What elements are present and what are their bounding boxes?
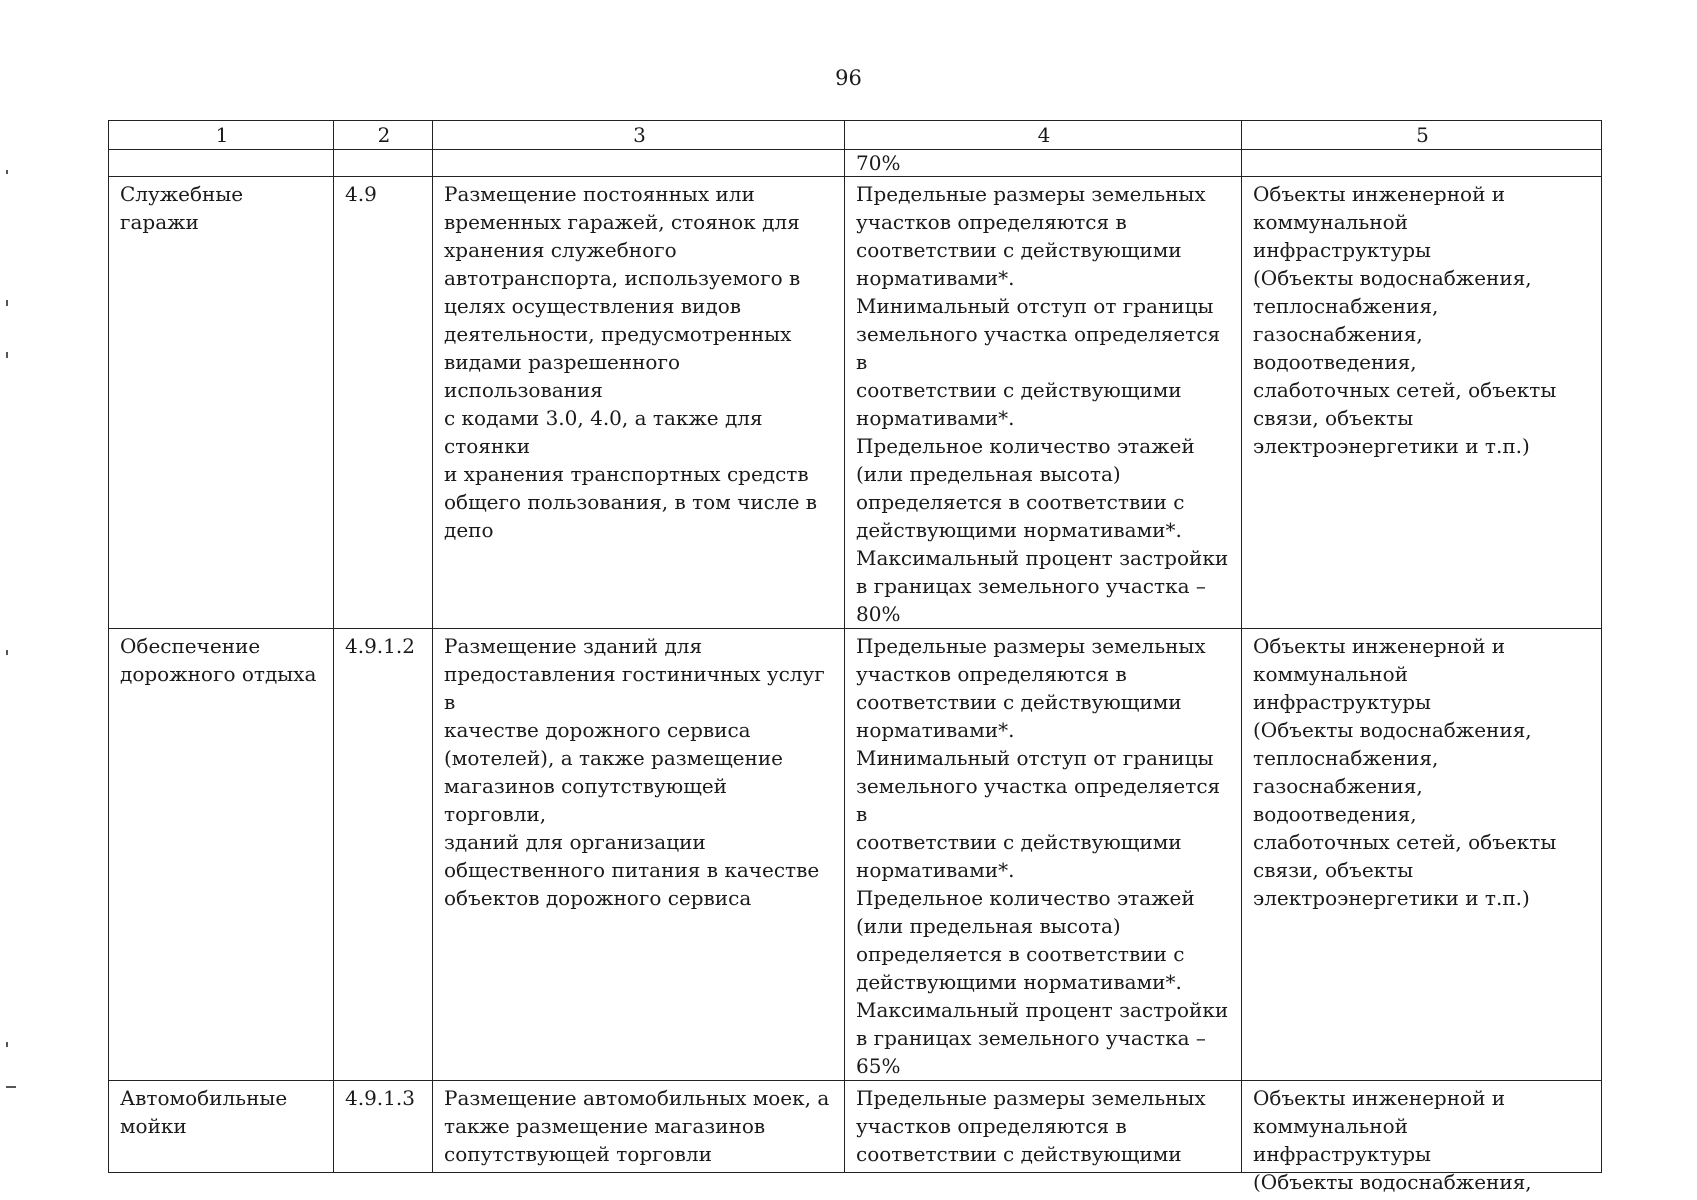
continuation-cell-2 <box>334 150 433 177</box>
use-parameters-cell <box>845 1081 1242 1173</box>
scan-edge-mark <box>6 352 8 358</box>
column-header-4: 4 <box>845 121 1242 150</box>
use-description-cell <box>433 1081 845 1173</box>
scan-edge-mark <box>6 650 8 655</box>
use-code: 4.9.1.2 <box>334 629 433 1081</box>
use-code: 4.9.1.3 <box>345 1086 415 1110</box>
column-header-2: 2 <box>334 121 433 150</box>
column-header-5: 5 <box>1242 121 1602 150</box>
use-code-cell <box>334 1081 433 1173</box>
use-auxiliary: Объекты инженерной и коммунальной инфраструктуры (Объекты водоснабжения, теплоснабжения, газоснабжения, водоотведения, слаботочных сетей, объекты связи, объекты электроэнергетики и т.п.) <box>1242 177 1602 629</box>
scan-edge-mark <box>6 1086 16 1088</box>
scan-edge-mark <box>6 170 8 174</box>
use-parameters: Предельные размеры земельных участков определяются в соответствии с действующими нормативами*. Минимальный отступ от границы земельного участка определяется в соответствии с действующими нормативами*. Предельное количество этажей (или предельная высота) определяется в соответствии с действующими нормативами*. Максимальный процент застройки в границах земельного участка – 65% <box>845 629 1242 1081</box>
use-code: 4.9 <box>334 177 433 629</box>
table-row <box>109 629 1602 1081</box>
use-name: Служебные гаражи <box>109 177 334 629</box>
land-use-table <box>108 120 1602 1194</box>
continuation-cell-4: 70% <box>845 150 1242 177</box>
continuation-row <box>109 150 1602 177</box>
continuation-cell-3 <box>433 150 845 177</box>
use-auxiliary: Объекты инженерной и коммунальной инфраструктуры (Объекты водоснабжения, <box>1253 1086 1532 1194</box>
table-row <box>109 177 1602 629</box>
use-name: Обеспечение дорожного отдыха <box>109 629 334 1081</box>
column-header-1: 1 <box>109 121 334 150</box>
table-header-row <box>109 121 1602 150</box>
column-header-3: 3 <box>433 121 845 150</box>
use-parameters: Предельные размеры земельных участков определяются в соответствии с действующими нормативами*. Минимальный отступ от границы земельного участка определяется в соответствии с действующими нормативами*. Предельное количество этажей (или предельная высота) определяется в соответствии с действующими нормативами*. Максимальный процент застройки в границах земельного участка – 80% <box>845 177 1242 629</box>
use-description: Размещение постоянных или временных гаражей, стоянок для хранения служебного автотранспорта, используемого в целях осуществления видов деятельности, предусмотренных видами разрешенного использования с кодами 3.0, 4.0, а также для стоянки и хранения транспортных средств общего пользования, в том числе в депо <box>433 177 845 629</box>
use-description: Размещение автомобильных моек, а также размещение магазинов сопутствующей торговли <box>444 1086 830 1166</box>
use-auxiliary: Объекты инженерной и коммунальной инфраструктуры (Объекты водоснабжения, теплоснабжения, газоснабжения, водоотведения, слаботочных сетей, объекты связи, объекты электроэнергетики и т.п.) <box>1242 629 1602 1081</box>
use-auxiliary-cell <box>1242 1081 1602 1194</box>
use-description: Размещение зданий для предоставления гостиничных услуг в качестве дорожного сервиса (мотелей), а также размещение магазинов сопутствующей торговли, зданий для организации общественного питания в качестве объектов дорожного сервиса <box>433 629 845 1081</box>
continuation-cell-5 <box>1242 150 1602 177</box>
page-number: 96 <box>835 66 862 90</box>
use-parameters: Предельные размеры земельных участков определяются в соответствии с действующими <box>856 1086 1206 1166</box>
use-name: Автомобильные мойки <box>120 1086 288 1138</box>
continuation-cell-1 <box>109 150 334 177</box>
table-row <box>109 1081 1602 1173</box>
scan-edge-mark <box>6 300 8 306</box>
scan-edge-mark <box>6 1042 8 1047</box>
use-name-cell <box>109 1081 334 1173</box>
